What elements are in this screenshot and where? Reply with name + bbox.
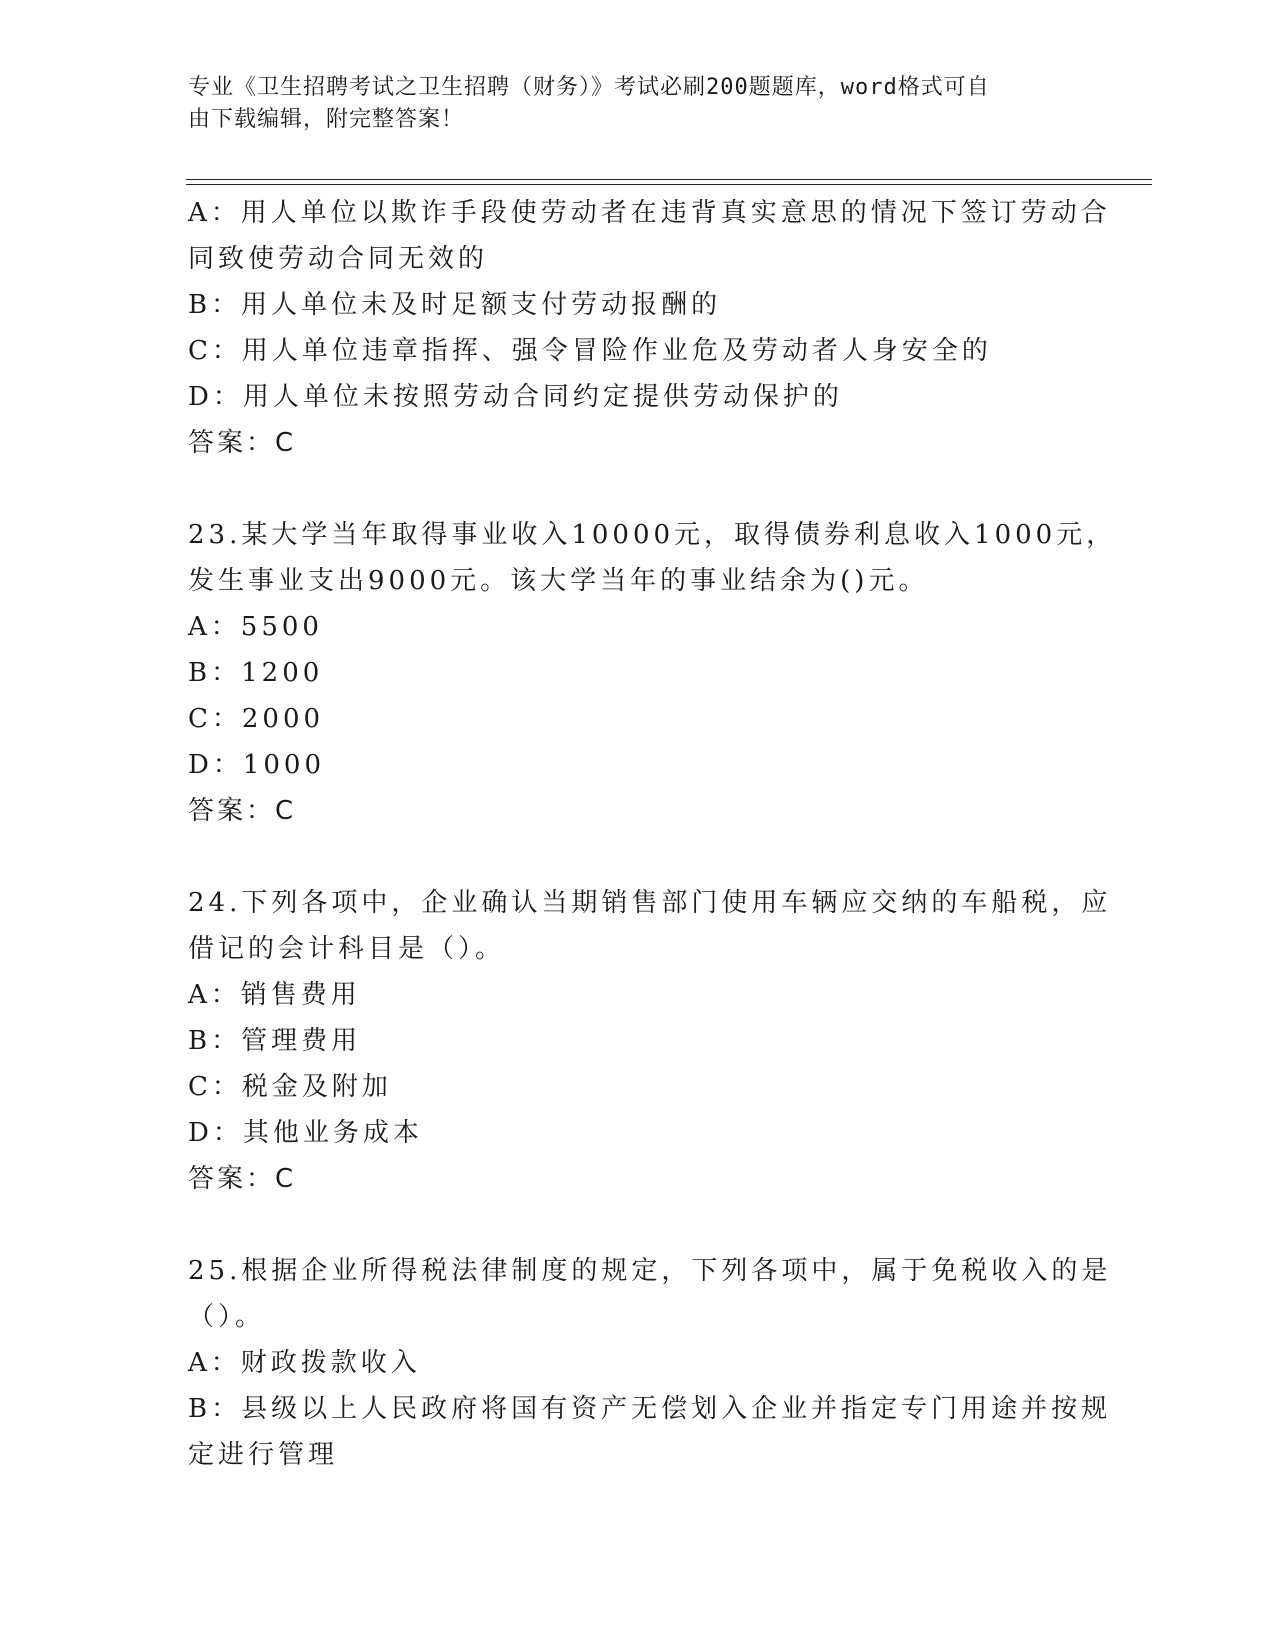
option-a: A：用人单位以欺诈手段使劳动者在违背真实意思的情况下签订劳动合 — [188, 198, 1111, 228]
option-c: C：税金及附加 — [188, 1072, 392, 1102]
option-d: D：用人单位未按照劳动合同约定提供劳动保护的 — [188, 382, 843, 412]
option-d: D：1000 — [188, 750, 326, 780]
option-a: A：销售费用 — [188, 980, 361, 1010]
header-line-2: 由下载编辑，附完整答案！ — [188, 107, 465, 132]
question-stem: 24.下列各项中，企业确认当期销售部门使用车辆应交纳的车船税，应 — [188, 888, 1112, 918]
option-b: B：县级以上人民政府将国有资产无偿划入企业并指定专门用途并按规 — [188, 1394, 1112, 1424]
question-stem: 25.根据企业所得税法律制度的规定，下列各项中，属于免税收入的是 — [188, 1256, 1112, 1286]
header-divider-top — [186, 179, 1152, 180]
option-a-continued: 同致使劳动合同无效的 — [188, 244, 489, 274]
option-d: D：其他业务成本 — [188, 1118, 423, 1148]
spacer — [188, 834, 1088, 880]
option-b: B：用人单位未及时足额支付劳动报酬的 — [188, 290, 722, 320]
question-25 — [188, 1248, 1112, 1478]
question-list — [188, 190, 1117, 1478]
question-24 — [188, 880, 1112, 1202]
option-a: A：5500 — [188, 612, 323, 642]
option-b-continued: 定进行管理 — [188, 1440, 339, 1470]
answer-label: 答案：C — [188, 428, 297, 458]
header-divider-bottom — [186, 184, 1152, 185]
option-c: C：2000 — [188, 704, 325, 734]
header-line-1: 专业《卫生招聘考试之卫生招聘（财务）》考试必刷200题题库，word格式可自 — [188, 75, 990, 100]
question-stem: 23.某大学当年取得事业收入10000元，取得债券利息收入1000元， — [188, 520, 1117, 550]
question-22 — [188, 190, 1111, 466]
option-b: B：1200 — [188, 658, 324, 688]
answer-label: 答案：C — [188, 796, 297, 826]
question-23 — [188, 512, 1117, 834]
spacer — [188, 1202, 1088, 1248]
answer-label: 答案：C — [188, 1164, 297, 1194]
option-c: C：用人单位违章指挥、强令冒险作业危及劳动者人身安全的 — [188, 336, 992, 366]
option-a: A：财政拨款收入 — [188, 1348, 421, 1378]
question-stem-continued: 借记的会计科目是（）。 — [188, 934, 506, 964]
spacer — [188, 466, 1088, 512]
question-stem-continued: （）。 — [188, 1302, 266, 1332]
document-header — [188, 72, 1068, 136]
option-b: B：管理费用 — [188, 1026, 362, 1056]
question-stem-continued: 发生事业支出9000元。该大学当年的事业结余为()元。 — [188, 566, 929, 596]
